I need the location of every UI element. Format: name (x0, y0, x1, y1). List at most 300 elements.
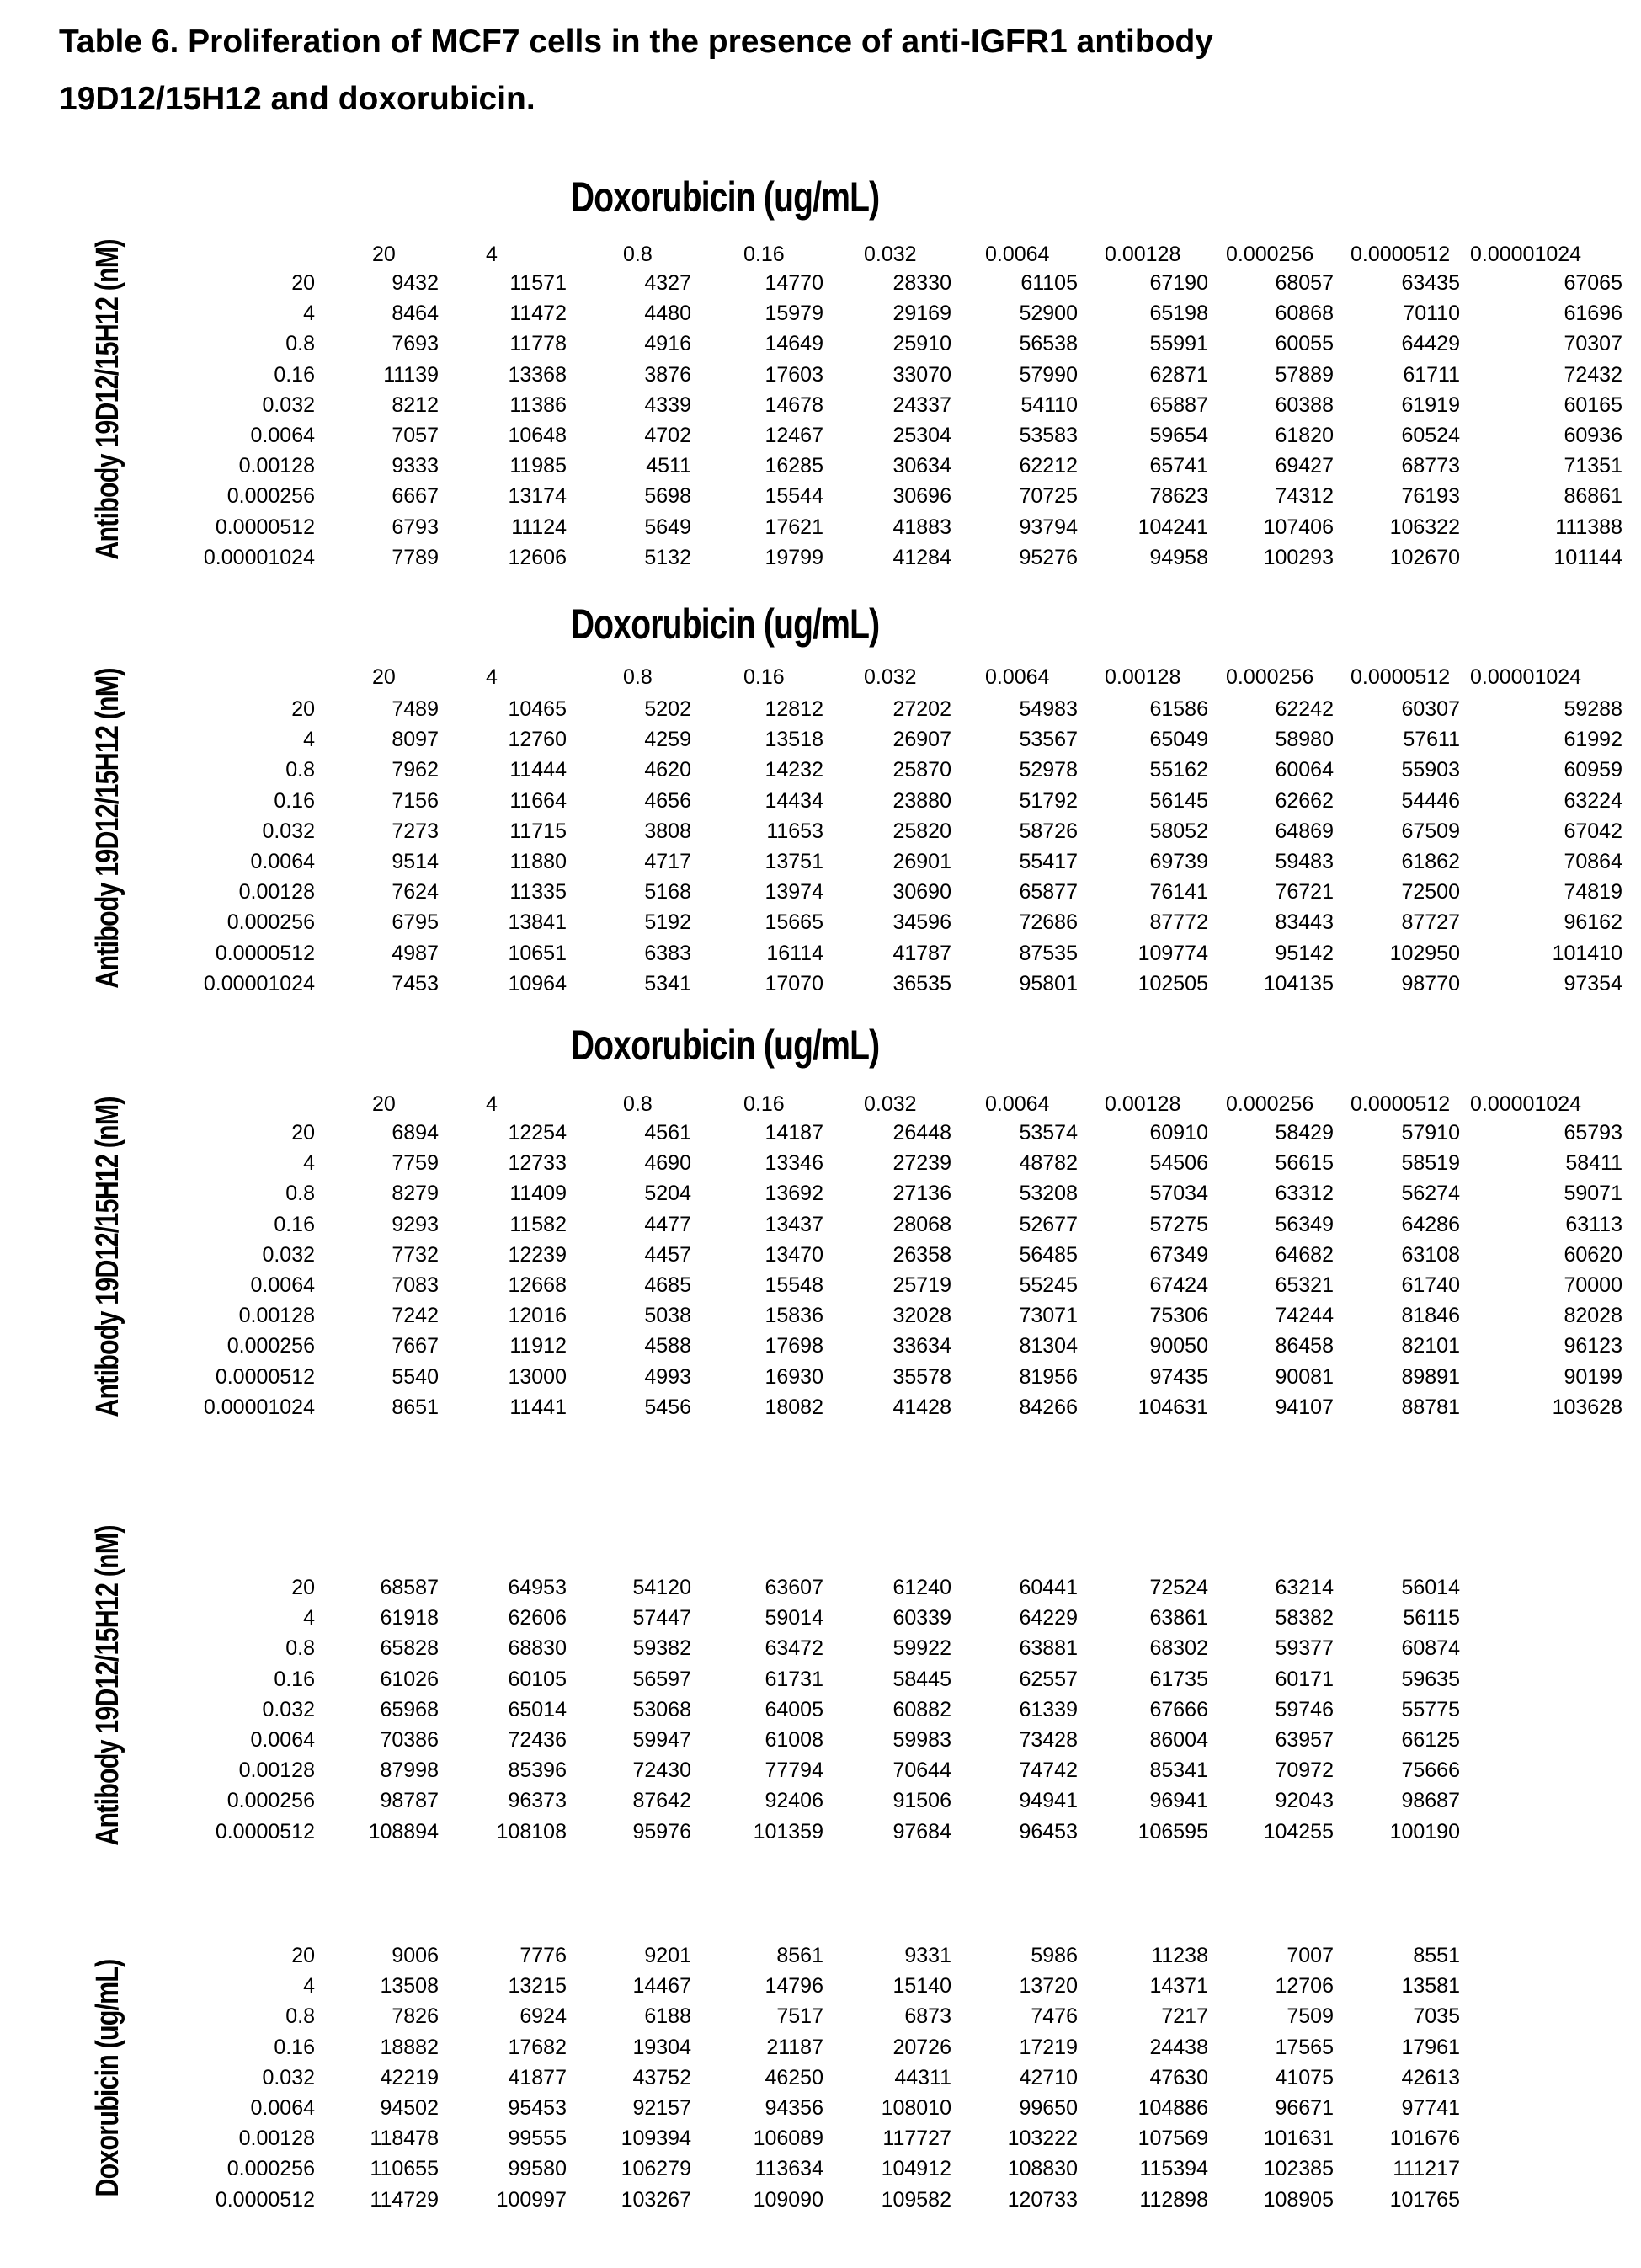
row-label: 0.00128 (172, 1755, 315, 1785)
table-cell: 6795 (296, 907, 439, 937)
table-cell: 68773 (1317, 451, 1460, 481)
row-label: 4 (172, 1971, 315, 2001)
table-cell: 7156 (296, 786, 439, 816)
table-cell: 104255 (1191, 1817, 1334, 1847)
table-cell: 54983 (935, 694, 1078, 724)
column-header: 0.0064 (985, 1089, 1049, 1119)
table-cell: 60105 (424, 1664, 567, 1694)
table-cell: 25719 (808, 1270, 951, 1300)
table-cell: 90050 (1065, 1331, 1208, 1361)
table-cell: 70386 (296, 1725, 439, 1755)
table-cell: 104886 (1065, 2093, 1208, 2123)
table-cell: 4685 (548, 1270, 691, 1300)
table-cell: 61862 (1317, 846, 1460, 877)
table-cell: 65968 (296, 1694, 439, 1725)
table-cell: 28068 (808, 1209, 951, 1240)
table-cell: 25304 (808, 420, 951, 451)
table-cell: 62662 (1191, 786, 1334, 816)
table-cell: 104135 (1191, 969, 1334, 999)
side-axis-label: Antibody 19D12/15H12 (nM) (90, 668, 126, 988)
table-cell: 61240 (808, 1572, 951, 1603)
table-cell: 70000 (1479, 1270, 1622, 1300)
table-cell: 60959 (1479, 755, 1622, 785)
table-cell: 60524 (1317, 420, 1460, 451)
table-cell: 101359 (680, 1817, 823, 1847)
table-cell: 7789 (296, 542, 439, 573)
table-cell: 61919 (1317, 390, 1460, 420)
row-label: 0.032 (172, 1694, 315, 1725)
table-cell: 7476 (935, 2001, 1078, 2031)
table-cell: 32028 (808, 1300, 951, 1331)
table-cell: 61105 (935, 268, 1078, 298)
table-cell: 63113 (1479, 1209, 1622, 1240)
table-cell: 60171 (1191, 1664, 1334, 1694)
table-cell: 9514 (296, 846, 439, 877)
table-cell: 4656 (548, 786, 691, 816)
table-cell: 16114 (680, 938, 823, 969)
table-cell: 21187 (680, 2032, 823, 2063)
column-header: 0.00001024 (1470, 1089, 1581, 1119)
table-cell: 14371 (1065, 1971, 1208, 2001)
table-cell: 65049 (1065, 724, 1208, 755)
table-cell: 95276 (935, 542, 1078, 573)
table-cell: 14434 (680, 786, 823, 816)
table-cell: 56485 (935, 1240, 1078, 1270)
table-cell: 59635 (1317, 1664, 1460, 1694)
table-cell: 13841 (424, 907, 567, 937)
row-label: 0.000256 (172, 2153, 315, 2184)
row-label: 0.16 (172, 786, 315, 816)
table-cell: 64286 (1317, 1209, 1460, 1240)
table-cell: 59922 (808, 1633, 951, 1663)
table-cell: 10651 (424, 938, 567, 969)
table-cell: 7517 (680, 2001, 823, 2031)
table-cell: 7624 (296, 877, 439, 907)
table-cell: 57889 (1191, 360, 1334, 390)
table-cell: 26448 (808, 1118, 951, 1148)
table-cell: 96453 (935, 1817, 1078, 1847)
table-cell: 7242 (296, 1300, 439, 1331)
table-cell: 111388 (1479, 512, 1622, 542)
row-label: 0.032 (172, 1240, 315, 1270)
table-cell: 92406 (680, 1785, 823, 1816)
column-header: 0.8 (623, 662, 653, 692)
table-cell: 102505 (1065, 969, 1208, 999)
table-cell: 60620 (1479, 1240, 1622, 1270)
table-cell: 14770 (680, 268, 823, 298)
row-label: 20 (172, 694, 315, 724)
table-cell: 109394 (548, 2123, 691, 2153)
row-label: 0.8 (172, 755, 315, 785)
column-header: 0.000256 (1226, 239, 1313, 269)
table-cell: 17565 (1191, 2032, 1334, 2063)
table-cell: 42613 (1317, 2063, 1460, 2093)
table-cell: 67509 (1317, 816, 1460, 846)
table-cell: 12239 (424, 1240, 567, 1270)
table-title-line-2: 19D12/15H12 and doxorubicin. (59, 81, 535, 118)
table-cell: 87998 (296, 1755, 439, 1785)
column-header: 0.16 (743, 239, 785, 269)
table-cell: 95453 (424, 2093, 567, 2123)
table-cell: 96671 (1191, 2093, 1334, 2123)
table-cell: 59377 (1191, 1633, 1334, 1663)
table-cell: 72432 (1479, 360, 1622, 390)
table-cell: 9006 (296, 1940, 439, 1971)
table-cell: 65198 (1065, 298, 1208, 328)
table-cell: 76721 (1191, 877, 1334, 907)
table-cell: 11386 (424, 390, 567, 420)
table-cell: 60339 (808, 1603, 951, 1633)
table-cell: 11409 (424, 1178, 567, 1209)
table-cell: 36535 (808, 969, 951, 999)
table-cell: 102670 (1317, 542, 1460, 573)
table-cell: 19304 (548, 2032, 691, 2063)
table-cell: 102950 (1317, 938, 1460, 969)
table-cell: 30634 (808, 451, 951, 481)
table-cell: 96123 (1479, 1331, 1622, 1361)
table-cell: 83443 (1191, 907, 1334, 937)
table-cell: 11653 (680, 816, 823, 846)
table-cell: 89891 (1317, 1362, 1460, 1392)
table-cell: 46250 (680, 2063, 823, 2093)
table-cell: 13470 (680, 1240, 823, 1270)
table-cell: 11778 (424, 328, 567, 359)
table-cell: 5698 (548, 481, 691, 511)
table-cell: 86458 (1191, 1331, 1334, 1361)
table-cell: 73071 (935, 1300, 1078, 1331)
table-cell: 60874 (1317, 1633, 1460, 1663)
table-cell: 53567 (935, 724, 1078, 755)
table-cell: 97435 (1065, 1362, 1208, 1392)
table-cell: 7083 (296, 1270, 439, 1300)
table-cell: 81304 (935, 1331, 1078, 1361)
table-cell: 63224 (1479, 786, 1622, 816)
row-label: 4 (172, 298, 315, 328)
table-cell: 5540 (296, 1362, 439, 1392)
table-cell: 114729 (296, 2185, 439, 2215)
table-cell: 13692 (680, 1178, 823, 1209)
table-cell: 6667 (296, 481, 439, 511)
table-cell: 69427 (1191, 451, 1334, 481)
table-cell: 41075 (1191, 2063, 1334, 2093)
table-cell: 13581 (1317, 1971, 1460, 2001)
table-cell: 25820 (808, 816, 951, 846)
table-cell: 4259 (548, 724, 691, 755)
table-cell: 86004 (1065, 1725, 1208, 1755)
row-label: 0.0000512 (172, 938, 315, 969)
table-cell: 59983 (808, 1725, 951, 1755)
table-cell: 62871 (1065, 360, 1208, 390)
table-cell: 96941 (1065, 1785, 1208, 1816)
table-cell: 90199 (1479, 1362, 1622, 1392)
table-cell: 11985 (424, 451, 567, 481)
row-label: 20 (172, 1118, 315, 1148)
table-cell: 42219 (296, 2063, 439, 2093)
table-cell: 81956 (935, 1362, 1078, 1392)
table-cell: 13751 (680, 846, 823, 877)
table-cell: 6894 (296, 1118, 439, 1148)
table-cell: 8651 (296, 1392, 439, 1422)
table-cell: 60868 (1191, 298, 1334, 328)
table-cell: 41883 (808, 512, 951, 542)
table-cell: 13000 (424, 1362, 567, 1392)
table-cell: 66125 (1317, 1725, 1460, 1755)
table-cell: 99555 (424, 2123, 567, 2153)
table-cell: 4588 (548, 1331, 691, 1361)
row-label: 0.00001024 (172, 542, 315, 573)
table-cell: 10465 (424, 694, 567, 724)
table-cell: 33070 (808, 360, 951, 390)
column-header: 0.00128 (1105, 239, 1180, 269)
table-cell: 11124 (424, 512, 567, 542)
row-label: 0.000256 (172, 481, 315, 511)
table-cell: 7759 (296, 1148, 439, 1178)
column-header: 0.032 (864, 1089, 917, 1119)
table-cell: 11335 (424, 877, 567, 907)
table-cell: 14678 (680, 390, 823, 420)
table-cell: 108010 (808, 2093, 951, 2123)
table-cell: 68587 (296, 1572, 439, 1603)
table-cell: 93794 (935, 512, 1078, 542)
table-cell: 69739 (1065, 846, 1208, 877)
table-cell: 26907 (808, 724, 951, 755)
table-cell: 57447 (548, 1603, 691, 1633)
table-cell: 92157 (548, 2093, 691, 2123)
table-cell: 29169 (808, 298, 951, 328)
table-cell: 8561 (680, 1940, 823, 1971)
row-label: 20 (172, 1572, 315, 1603)
table-cell: 11664 (424, 786, 567, 816)
table-cell: 60882 (808, 1694, 951, 1725)
table-cell: 6188 (548, 2001, 691, 2031)
table-cell: 90081 (1191, 1362, 1334, 1392)
table-cell: 59071 (1479, 1178, 1622, 1209)
table-cell: 63108 (1317, 1240, 1460, 1270)
table-cell: 7453 (296, 969, 439, 999)
table-cell: 4339 (548, 390, 691, 420)
row-label: 0.00001024 (172, 1392, 315, 1422)
table-cell: 56615 (1191, 1148, 1334, 1178)
row-label: 0.00001024 (172, 969, 315, 999)
table-cell: 14187 (680, 1118, 823, 1148)
table-cell: 74312 (1191, 481, 1334, 511)
table-cell: 8279 (296, 1178, 439, 1209)
table-cell: 13215 (424, 1971, 567, 2001)
table-cell: 7217 (1065, 2001, 1208, 2031)
table-cell: 100190 (1317, 1817, 1460, 1847)
table-cell: 65741 (1065, 451, 1208, 481)
table-cell: 64869 (1191, 816, 1334, 846)
table-cell: 73428 (935, 1725, 1078, 1755)
table-cell: 11444 (424, 755, 567, 785)
table-cell: 94941 (935, 1785, 1078, 1816)
table-cell: 7007 (1191, 1940, 1334, 1971)
table-cell: 35578 (808, 1362, 951, 1392)
table-cell: 92043 (1191, 1785, 1334, 1816)
table-cell: 4702 (548, 420, 691, 451)
table-cell: 14467 (548, 1971, 691, 2001)
table-cell: 58445 (808, 1664, 951, 1694)
table-cell: 7776 (424, 1940, 567, 1971)
table-cell: 109774 (1065, 938, 1208, 969)
table-cell: 6924 (424, 2001, 567, 2031)
table-cell: 61586 (1065, 694, 1208, 724)
table-cell: 41284 (808, 542, 951, 573)
row-label: 0.00128 (172, 1300, 315, 1331)
table-cell: 7509 (1191, 2001, 1334, 2031)
table-cell: 8212 (296, 390, 439, 420)
table-title-line-1: Table 6. Proliferation of MCF7 cells in the presence of anti-IGFR1 antibody (59, 24, 1213, 61)
table-cell: 95801 (935, 969, 1078, 999)
column-header: 0.0000512 (1351, 662, 1450, 692)
table-cell: 9201 (548, 1940, 691, 1971)
table-cell: 64682 (1191, 1240, 1334, 1270)
table-cell: 102385 (1191, 2153, 1334, 2184)
table-cell: 111217 (1317, 2153, 1460, 2184)
table-cell: 5202 (548, 694, 691, 724)
table-cell: 5192 (548, 907, 691, 937)
table-cell: 96373 (424, 1785, 567, 1816)
table-cell: 11472 (424, 298, 567, 328)
table-cell: 94356 (680, 2093, 823, 2123)
row-label: 20 (172, 268, 315, 298)
table-cell: 61735 (1065, 1664, 1208, 1694)
table-cell: 5132 (548, 542, 691, 573)
row-label: 0.032 (172, 390, 315, 420)
table-cell: 17621 (680, 512, 823, 542)
row-label: 4 (172, 724, 315, 755)
table-cell: 47630 (1065, 2063, 1208, 2093)
table-cell: 41877 (424, 2063, 567, 2093)
table-cell: 12606 (424, 542, 567, 573)
table-cell: 20726 (808, 2032, 951, 2063)
table-cell: 61696 (1479, 298, 1622, 328)
column-header: 0.16 (743, 662, 785, 692)
table-cell: 67042 (1479, 816, 1622, 846)
table-cell: 13437 (680, 1209, 823, 1240)
table-cell: 87727 (1317, 907, 1460, 937)
table-cell: 106322 (1317, 512, 1460, 542)
row-label: 0.8 (172, 328, 315, 359)
row-label: 0.0064 (172, 846, 315, 877)
table-cell: 99580 (424, 2153, 567, 2184)
row-label: 0.8 (172, 1178, 315, 1209)
table-cell: 63312 (1191, 1178, 1334, 1209)
table-cell: 56274 (1317, 1178, 1460, 1209)
table-heading: Doxorubicin (ug/mL) (0, 600, 1450, 648)
table-cell: 68302 (1065, 1633, 1208, 1663)
table-cell: 81846 (1317, 1300, 1460, 1331)
table-cell: 19799 (680, 542, 823, 573)
table-cell: 11715 (424, 816, 567, 846)
table-cell: 27239 (808, 1148, 951, 1178)
table-cell: 67349 (1065, 1240, 1208, 1270)
table-cell: 41428 (808, 1392, 951, 1422)
table-cell: 67190 (1065, 268, 1208, 298)
table-cell: 53574 (935, 1118, 1078, 1148)
table-cell: 63214 (1191, 1572, 1334, 1603)
side-axis-label: Antibody 19D12/15H12 (nM) (90, 239, 126, 559)
table-cell: 60441 (935, 1572, 1078, 1603)
table-cell: 53068 (548, 1694, 691, 1725)
table-cell: 54506 (1065, 1148, 1208, 1178)
table-cell: 62606 (424, 1603, 567, 1633)
table-cell: 65321 (1191, 1270, 1334, 1300)
table-cell: 5341 (548, 969, 691, 999)
table-cell: 64005 (680, 1694, 823, 1725)
row-label: 0.000256 (172, 907, 315, 937)
table-cell: 71351 (1479, 451, 1622, 481)
table-cell: 13174 (424, 481, 567, 511)
table-cell: 68830 (424, 1633, 567, 1663)
table-cell: 59382 (548, 1633, 691, 1663)
table-cell: 60307 (1317, 694, 1460, 724)
table-cell: 63861 (1065, 1603, 1208, 1633)
table-cell: 56538 (935, 328, 1078, 359)
table-cell: 6383 (548, 938, 691, 969)
table-cell: 4327 (548, 268, 691, 298)
table-cell: 12016 (424, 1300, 567, 1331)
table-cell: 17219 (935, 2032, 1078, 2063)
side-axis-label: Antibody 19D12/15H12 (nM) (90, 1525, 126, 1845)
table-cell: 55903 (1317, 755, 1460, 785)
table-cell: 11582 (424, 1209, 567, 1240)
table-cell: 98687 (1317, 1785, 1460, 1816)
table-cell: 11441 (424, 1392, 567, 1422)
table-cell: 12706 (1191, 1971, 1334, 2001)
side-axis-label: Antibody 19D12/15H12 (nM) (90, 1097, 126, 1417)
table-cell: 101410 (1479, 938, 1622, 969)
table-cell: 48782 (935, 1148, 1078, 1178)
column-header: 0.0064 (985, 239, 1049, 269)
table-cell: 95976 (548, 1817, 691, 1847)
table-cell: 42710 (935, 2063, 1078, 2093)
table-cell: 108830 (935, 2153, 1078, 2184)
row-label: 4 (172, 1603, 315, 1633)
table-cell: 5204 (548, 1178, 691, 1209)
table-cell: 56349 (1191, 1209, 1334, 1240)
table-cell: 58052 (1065, 816, 1208, 846)
table-cell: 55775 (1317, 1694, 1460, 1725)
table-cell: 52677 (935, 1209, 1078, 1240)
table-cell: 41787 (808, 938, 951, 969)
column-header: 4 (486, 1089, 498, 1119)
table-cell: 9293 (296, 1209, 439, 1240)
table-cell: 94958 (1065, 542, 1208, 573)
table-cell: 4561 (548, 1118, 691, 1148)
table-cell: 65828 (296, 1633, 439, 1663)
table-cell: 58519 (1317, 1148, 1460, 1178)
table-cell: 7035 (1317, 2001, 1460, 2031)
table-cell: 61918 (296, 1603, 439, 1633)
table-cell: 12733 (424, 1148, 567, 1178)
table-cell: 65887 (1065, 390, 1208, 420)
table-cell: 108894 (296, 1817, 439, 1847)
table-cell: 13518 (680, 724, 823, 755)
table-cell: 107569 (1065, 2123, 1208, 2153)
table-cell: 78623 (1065, 481, 1208, 511)
table-cell: 62557 (935, 1664, 1078, 1694)
table-cell: 74244 (1191, 1300, 1334, 1331)
table-cell: 44311 (808, 2063, 951, 2093)
table-cell: 13508 (296, 1971, 439, 2001)
table-cell: 101676 (1317, 2123, 1460, 2153)
table-cell: 94502 (296, 2093, 439, 2123)
table-cell: 87642 (548, 1785, 691, 1816)
table-cell: 61026 (296, 1664, 439, 1694)
table-cell: 65793 (1479, 1118, 1622, 1148)
table-cell: 56115 (1317, 1603, 1460, 1633)
